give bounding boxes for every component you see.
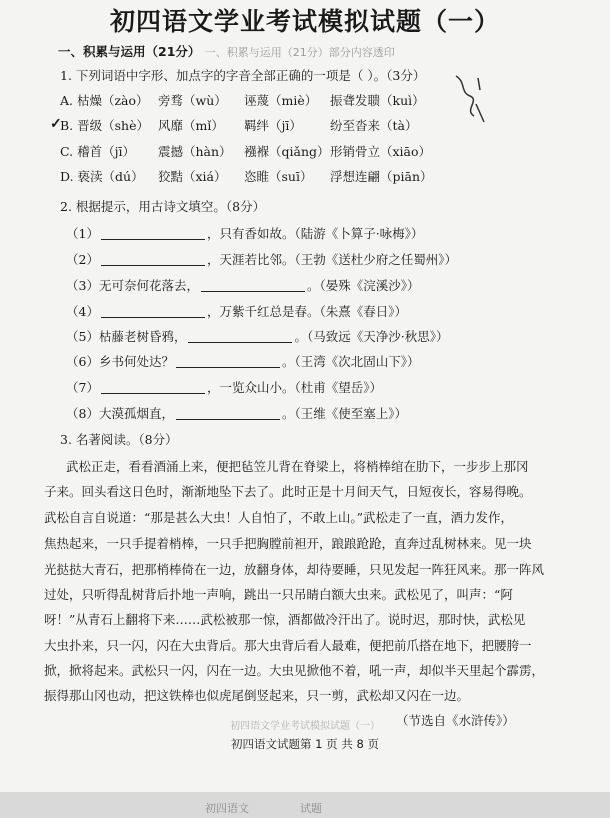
passage-line: 武松自言自说道：“那是甚么大虫！人自怕了，不敢上山。”武松走了一直，酒力发作， bbox=[44, 510, 514, 525]
option-b-2: 风靡（mǐ） bbox=[158, 118, 224, 133]
passage-line: 振得那山冈也动，把这铁棒也似虎尾倒竖起来，只一剪，武松却又闪在一边。 bbox=[44, 688, 470, 703]
section-heading-text: 一、积累与运用（21分） bbox=[58, 44, 201, 59]
answer-blank[interactable] bbox=[176, 355, 280, 368]
passage-line: 大虫扑来，只一闪，闪在大虫背后。那大虫背后看人最难，便把前爪搭在地下，把腰胯一 bbox=[44, 638, 532, 653]
option-c-3: 襁褓（qiǎng） bbox=[244, 144, 330, 159]
fill-item-2 bbox=[66, 250, 457, 268]
option-b-4: 纷至沓来（tà） bbox=[330, 118, 418, 133]
fill-item-7 bbox=[66, 378, 382, 396]
faded-bleed-line: 初四语文学业考试模拟试题（一） bbox=[230, 721, 380, 732]
section-heading bbox=[58, 42, 395, 60]
passage-line: 呀！”从青石上翻将下来……武松被那一惊，酒都做冷汗出了。说时迟，那时快，武松见 bbox=[44, 612, 526, 627]
question-1-stem: 1. 下列词语中字形、加点字的字音全部正确的一项是（ ）。（3分） bbox=[60, 68, 426, 83]
item-after: 。（王维《使至塞上》） bbox=[281, 406, 407, 421]
bleed-through-text: 一、积累与运用（21分）部分内容透印 bbox=[204, 46, 395, 59]
page-footer: 初四语文试题第 1 页 共 8 页 bbox=[231, 737, 379, 751]
option-d-4: 浮想连翩（piān） bbox=[330, 169, 433, 184]
handwriting-scribble bbox=[450, 70, 490, 130]
answer-blank[interactable] bbox=[101, 305, 205, 318]
next-page-ghost-2: 试题 bbox=[300, 802, 322, 815]
fill-item-6 bbox=[66, 352, 419, 370]
item-after: 。（晏殊《浣溪沙》） bbox=[306, 278, 420, 293]
fill-item-4 bbox=[66, 302, 407, 320]
item-number: （5） bbox=[66, 329, 99, 344]
item-number: （8） bbox=[66, 406, 99, 421]
fill-item-8 bbox=[66, 404, 407, 422]
option-d-2: 狡黠（xiá） bbox=[158, 169, 227, 184]
item-number: （2） bbox=[66, 252, 99, 267]
answer-blank[interactable] bbox=[188, 330, 292, 343]
passage-line: 武松正走，看看酒涌上来，便把毡笠儿背在脊梁上，将梢棒绾在肋下，一步步上那冈 bbox=[66, 459, 529, 474]
option-b-3: 羁绊（jī） bbox=[244, 118, 302, 133]
fill-item-1 bbox=[66, 224, 423, 242]
option-a-1: A. 枯燥（zào） bbox=[60, 93, 149, 108]
handwritten-mark: ✓ bbox=[50, 116, 62, 132]
item-before: 大漠孤烟直， bbox=[98, 406, 174, 421]
item-after: ，一览众山小。（杜甫《望岳》） bbox=[206, 380, 382, 395]
passage-line: 光挞挞大青石，把那梢棒倚在一边，放翻身体，却待要睡，只见发起一阵狂风来。那一阵风 bbox=[44, 562, 545, 577]
item-after: ，万紫千红总是春。（朱熹《春日》） bbox=[206, 304, 407, 319]
item-before: 枯藤老树昏鸦， bbox=[98, 329, 187, 344]
passage-line: 焦热起来，一只手提着梢棒，一只手把胸膛前袒开，踉踉跄跄，直奔过乱树林来。见一块 bbox=[44, 536, 532, 551]
answer-blank[interactable] bbox=[101, 253, 205, 266]
option-d-1: D. 亵渎（dú） bbox=[60, 169, 144, 184]
option-a-4: 振聋发聩（kuì） bbox=[330, 93, 425, 108]
item-number: （6） bbox=[66, 354, 99, 369]
item-after: 。（王湾《次北固山下》） bbox=[281, 354, 420, 369]
answer-blank[interactable] bbox=[176, 407, 280, 420]
next-page-ghost-1: 初四语文 bbox=[205, 802, 249, 815]
answer-blank[interactable] bbox=[101, 381, 205, 394]
exam-title: 初四语文学业考试模拟试题（一） bbox=[109, 7, 500, 36]
item-after: ，只有香如故。（陆游《卜算子·咏梅》） bbox=[206, 226, 424, 241]
passage-line: 子来。回头看这日色时，渐渐地坠下去了。此时正是十月间天气，日短夜长，容易得晚。 bbox=[44, 484, 532, 499]
question-3-stem: 3. 名著阅读。（8分） bbox=[60, 432, 178, 447]
option-a-2: 旁骛（wù） bbox=[158, 93, 227, 108]
item-number: （7） bbox=[66, 380, 99, 395]
option-b-1: B. 晋级（shè） bbox=[60, 118, 149, 133]
passage-source: （节选自《水浒传》） bbox=[396, 713, 515, 728]
question-2-stem: 2. 根据提示，用古诗文填空。（8分） bbox=[60, 199, 266, 214]
option-a-3: 诬蔑（miè） bbox=[244, 93, 318, 108]
item-before: 乡书何处达？ bbox=[98, 354, 174, 369]
item-number: （3） bbox=[66, 278, 99, 293]
item-before: 无可奈何花落去， bbox=[98, 278, 199, 293]
fill-item-5 bbox=[66, 327, 448, 345]
option-c-4: 形销骨立（xiāo） bbox=[330, 144, 432, 159]
item-number: （4） bbox=[66, 304, 99, 319]
option-c-1: C. 稽首（jī） bbox=[60, 144, 135, 159]
passage-line: 掀，掀将起来。武松只一闪，闪在一边。大虫见掀他不着，吼一声，却似半天里起个霹雳， bbox=[44, 663, 545, 678]
passage-line: 过处，只听得乱树背后扑地一声响，跳出一只吊睛白额大虫来。武松见了，叫声：“阿 bbox=[44, 587, 513, 602]
option-d-3: 恣睢（suī） bbox=[244, 169, 313, 184]
answer-blank[interactable] bbox=[201, 279, 305, 292]
fill-item-3 bbox=[66, 276, 419, 294]
item-number: （1） bbox=[66, 226, 99, 241]
option-c-2: 震撼（hàn） bbox=[158, 144, 232, 159]
answer-blank[interactable] bbox=[101, 227, 205, 240]
item-after: ，天涯若比邻。（王勃《送杜少府之任蜀州》） bbox=[206, 252, 457, 267]
item-after: 。（马致远《天净沙·秋思》） bbox=[294, 329, 449, 344]
